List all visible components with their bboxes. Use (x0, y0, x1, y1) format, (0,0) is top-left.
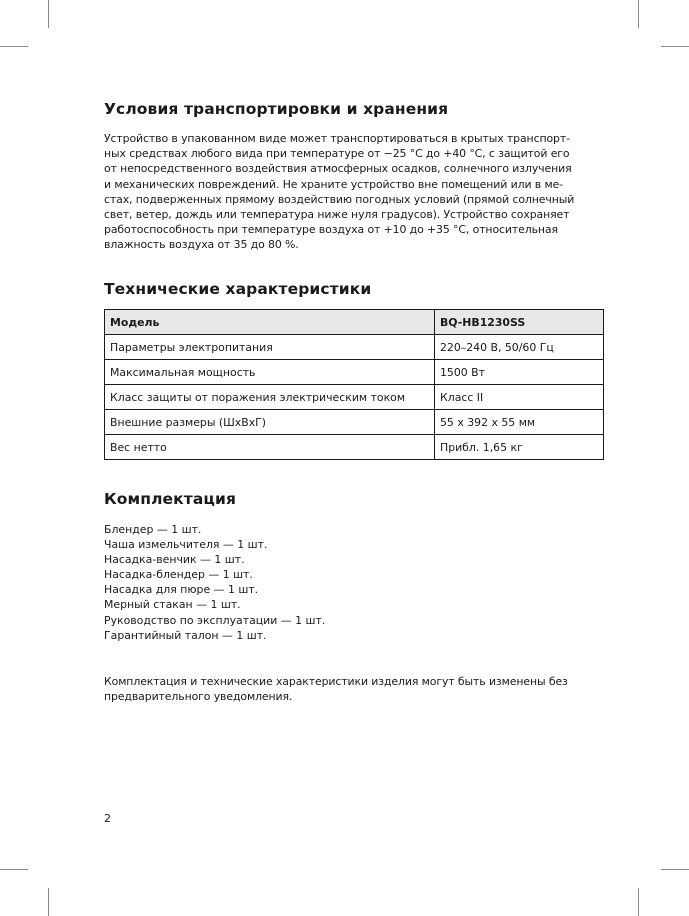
crop-mark (638, 0, 639, 28)
crop-mark (638, 888, 639, 916)
crop-mark (48, 888, 49, 916)
list-item: Насадка для пюре — 1 шт. (104, 583, 259, 597)
table-cell: Класс защиты от поражения электрическим током (105, 385, 435, 410)
kit-heading: Комплектация (104, 490, 237, 508)
crop-mark (0, 46, 28, 47)
list-item: Насадка-блендер — 1 шт. (104, 568, 253, 582)
list-item: Насадка-венчик — 1 шт. (104, 553, 245, 567)
table-cell: Внешние размеры (ШхВхГ) (105, 410, 435, 435)
list-item: Блендер — 1 шт. (104, 523, 202, 536)
paragraph-line: Комплектация и технические характеристики изделия могут быть изменены без (104, 675, 568, 688)
crop-mark (661, 869, 689, 870)
table-cell: Прибл. 1,65 кг (435, 435, 604, 460)
table-row (105, 385, 604, 410)
table-cell: Параметры электропитания (105, 335, 435, 360)
table-cell: 1500 Вт (435, 360, 604, 385)
crop-mark (661, 46, 689, 47)
crop-mark (48, 0, 49, 28)
table-row (105, 335, 604, 360)
paragraph-line: ных средствах любого вида при температуре от −25 °C до +40 °C, с защитой его (104, 147, 570, 161)
specs-heading: Технические характеристики (104, 280, 372, 298)
paragraph-line: свет, ветер, дождь или температура ниже нуля градусов). Устройство сохраняет (104, 208, 570, 222)
table-cell: Модель (105, 310, 435, 335)
table-cell: BQ-HB1230SS (435, 310, 604, 335)
page-number: 2 (104, 812, 111, 825)
storage-paragraph (104, 131, 600, 253)
kit-list (104, 522, 325, 643)
list-item: Руководство по эксплуатации — 1 шт. (104, 613, 326, 627)
paragraph-line: работоспособность при температуре воздуха от +10 до +35 °C, относительная (104, 223, 558, 237)
table-cell: Максимальная мощность (105, 360, 435, 385)
paragraph-line: влажность воздуха от 35 до 80 %. (104, 238, 299, 252)
crop-mark (0, 869, 28, 870)
notice-paragraph (104, 674, 600, 704)
paragraph-line: от непосредственного воздействия атмосферных осадков, солнечного излучения (104, 162, 572, 176)
storage-heading: Условия транспортировки и хранения (104, 100, 449, 118)
list-item: Гарантийный талон — 1 шт. (104, 628, 267, 642)
table-row (105, 360, 604, 385)
paragraph-line: предварительного уведомления. (104, 690, 293, 704)
list-item: Мерный стакан — 1 шт. (104, 598, 241, 612)
table-cell: 55 x 392 x 55 мм (435, 410, 604, 435)
specs-table (104, 309, 604, 460)
table-row (105, 410, 604, 435)
paragraph-line: стах, подверженных прямому воздействию погодных условий (прямой солнечный (104, 192, 575, 206)
paragraph-line: и механических повреждений. Не храните устройство вне помещений или в ме- (104, 177, 564, 191)
list-item: Чаша измельчителя — 1 шт. (104, 538, 268, 552)
table-cell: Класс II (435, 385, 604, 410)
table-header-row (105, 310, 604, 335)
table-cell: Вес нетто (105, 435, 435, 460)
paragraph-line: Устройство в упакованном виде может транспортироваться в крытых транспорт- (104, 132, 570, 145)
table-row (105, 435, 604, 460)
table-cell: 220–240 В, 50/60 Гц (435, 335, 604, 360)
